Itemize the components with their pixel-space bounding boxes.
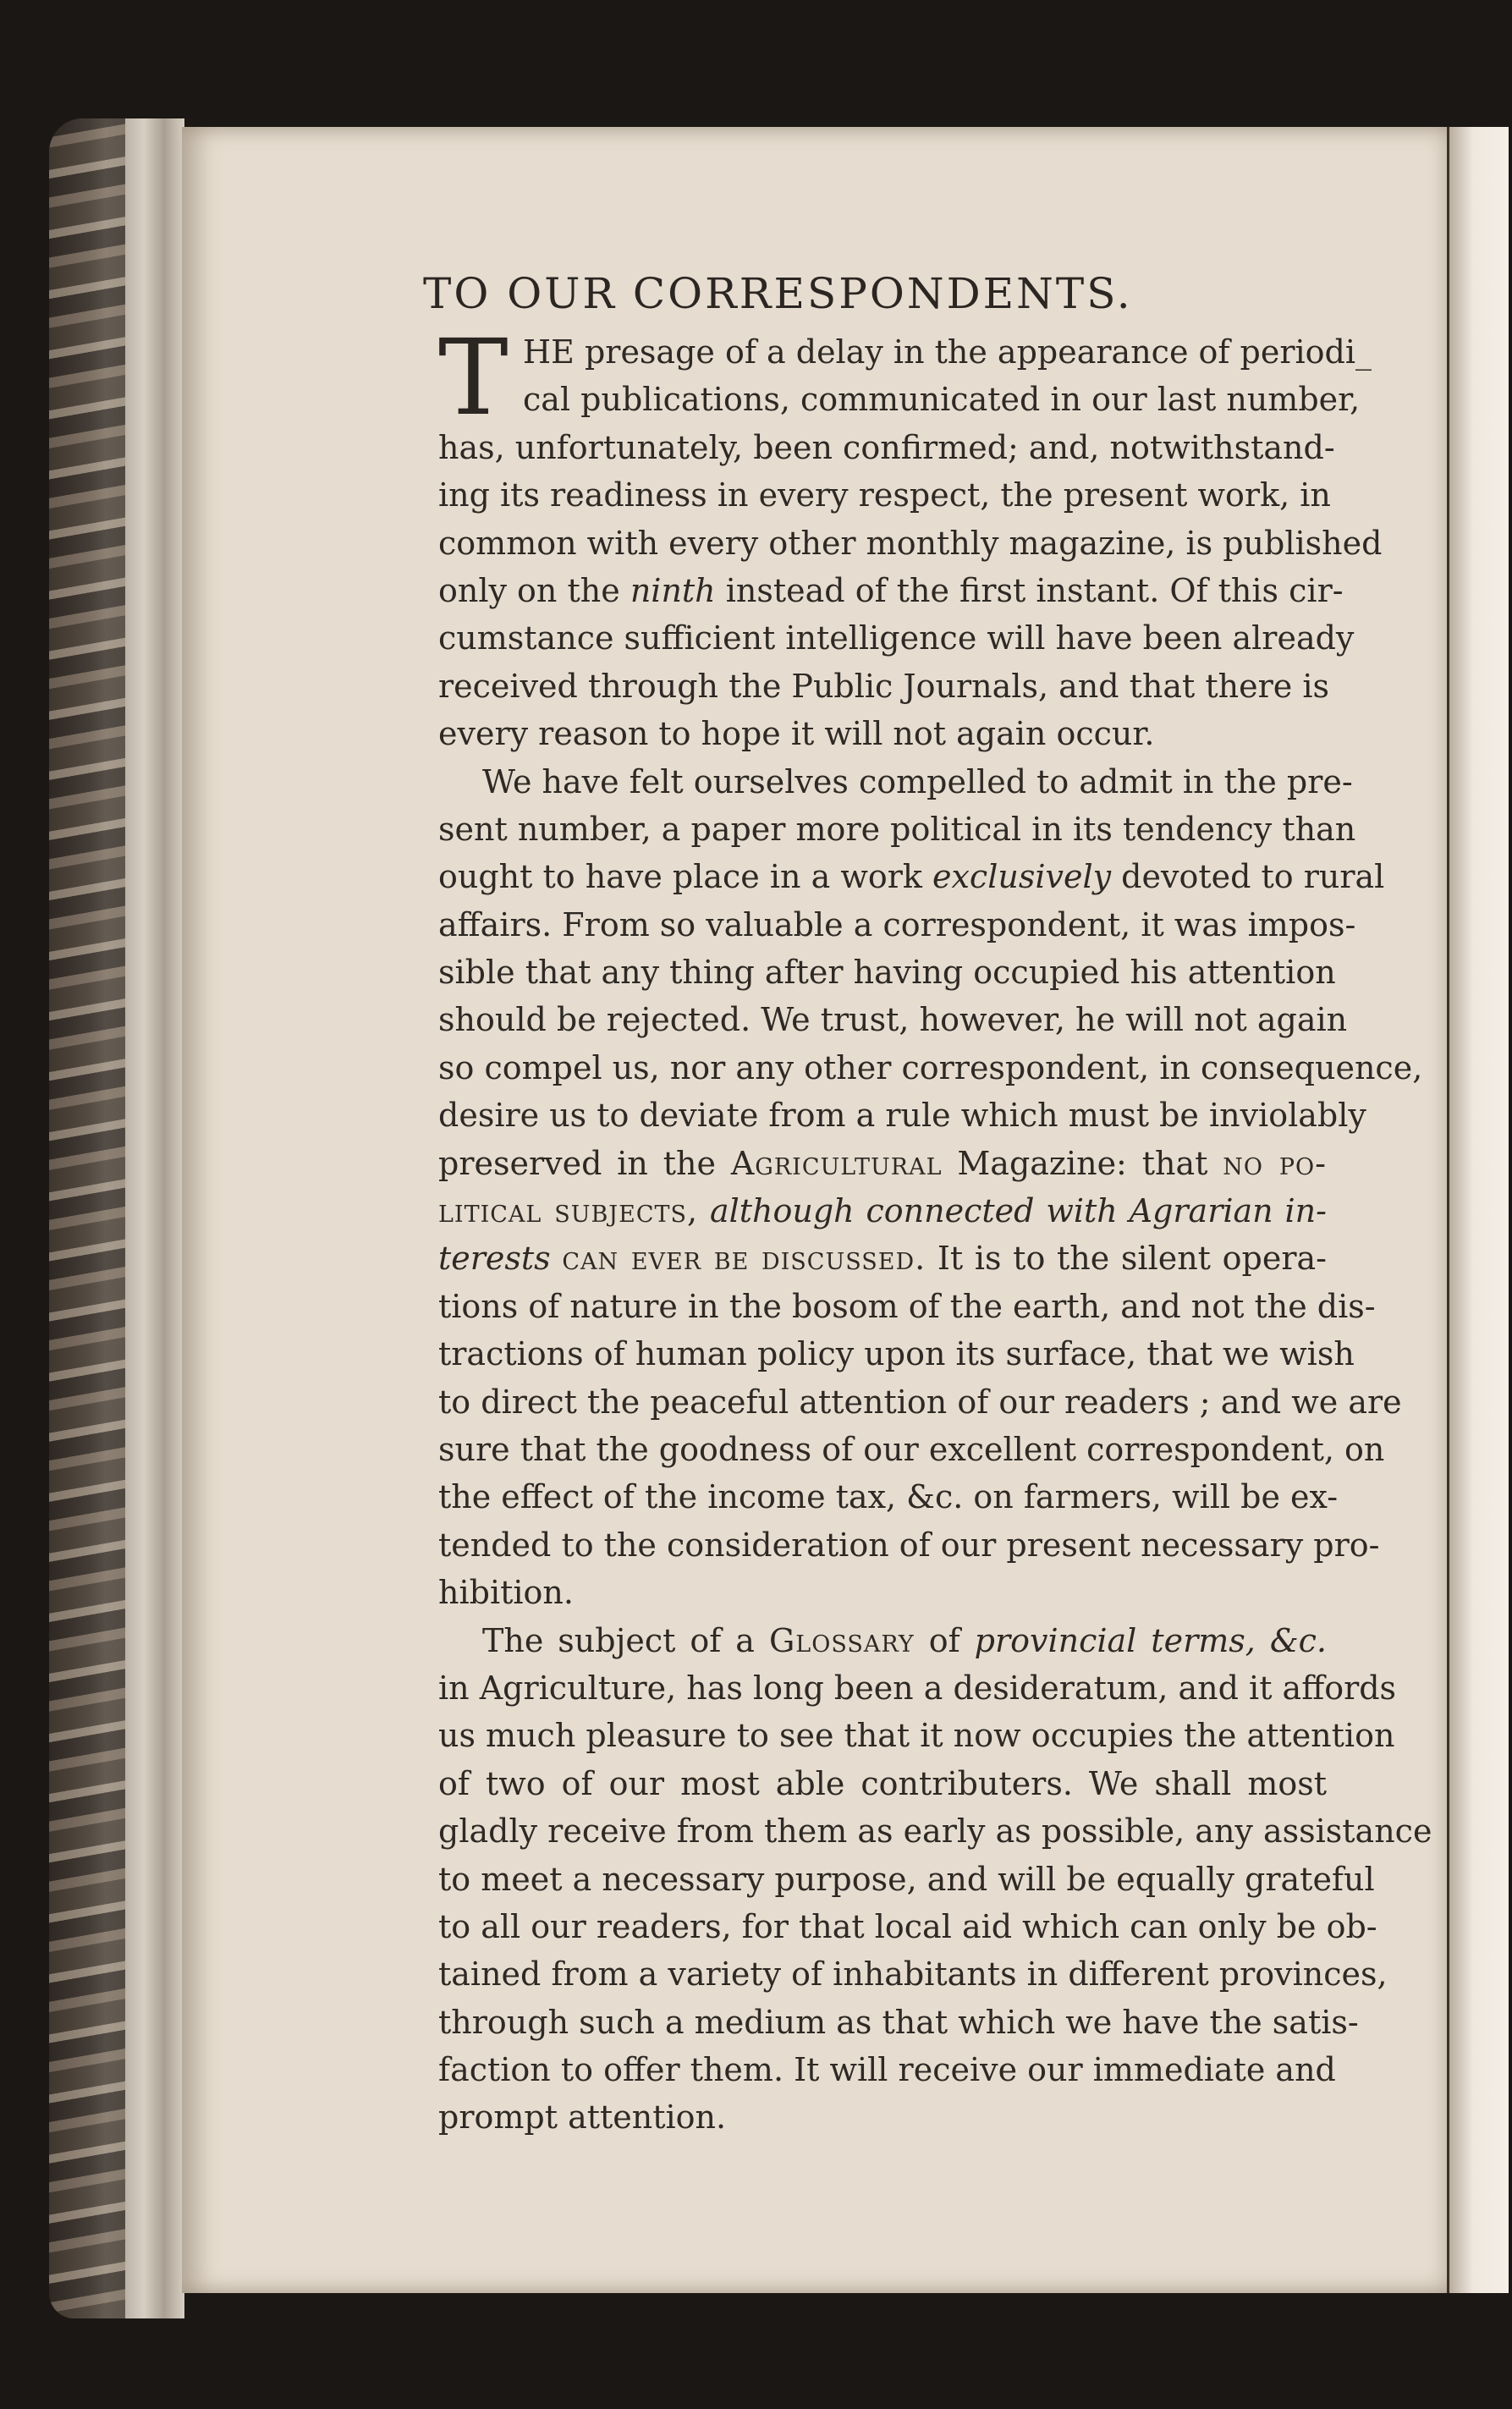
text-line: prompt attention.: [438, 2098, 727, 2137]
text-line: tained from a variety of inhabitants in different provinces,: [438, 1955, 1388, 1994]
text-line: The subject of a Glossary of provincial terms, &c.: [482, 1621, 1327, 1659]
text-line: ought to have place in a work exclusively devoted to rural: [438, 858, 1385, 896]
text-line: gladly receive from them as early as possible, any assistance: [438, 1812, 1432, 1851]
text-line: desire us to deviate from a rule which must be inviolably: [438, 1097, 1366, 1135]
text-line: the effect of the income tax, &c. on farmers, will be ex-: [438, 1478, 1339, 1516]
text-line: common with every other monthly magazine, is published: [438, 524, 1383, 562]
text-line: tractions of human policy upon its surface, that we wish: [438, 1335, 1355, 1373]
text-line: to meet a necessary purpose, and will be equally grateful: [438, 1860, 1375, 1898]
text-line: sure that the goodness of our excellent correspondent, on: [438, 1430, 1385, 1468]
text-line: hibition.: [438, 1574, 574, 1612]
marbled-cover: [49, 118, 125, 2318]
text-line: in Agriculture, has long been a desideratum, and it affords: [438, 1669, 1397, 1707]
text-line: sent number, a paper more political in its tendency than: [438, 810, 1356, 848]
emphasis: exclusively: [932, 858, 1112, 896]
emphasis: ninth: [630, 571, 716, 609]
drop-cap: T: [438, 317, 509, 439]
emphasis: provincial terms, &c.: [974, 1621, 1327, 1659]
emphasis: although connected with Agrarian in-: [709, 1192, 1327, 1230]
text-line: HE presage of a delay in the appearance of periodi_: [523, 333, 1372, 371]
text-line: through such a medium as that which we have the satis-: [438, 2003, 1359, 2041]
text-line: litical subjects, although connected with Agrarian in-: [438, 1192, 1327, 1230]
text-line: tions of nature in the bosom of the earth, and not the dis-: [438, 1287, 1376, 1325]
text-line: cal publications, communicated in our last number,: [523, 381, 1361, 419]
text-line: preserved in the Agricultural Magazine: that no po-: [438, 1144, 1328, 1182]
text-line: of two of our most able contributers. We shall most: [438, 1764, 1327, 1802]
text-line: faction to offer them. It will receive our immediate and: [438, 2051, 1336, 2089]
body-text: [438, 317, 1432, 2142]
text-line: to direct the peaceful attention of our readers ; and we are: [438, 1383, 1402, 1421]
text-line: to all our readers, for that local aid which can only be ob-: [438, 1907, 1377, 1945]
text-line: received through the Public Journals, and that there is: [438, 667, 1330, 705]
text-line: us much pleasure to see that it now occupies the attention: [438, 1717, 1395, 1755]
page-title: TO OUR CORRESPONDENTS.: [423, 269, 1133, 318]
text-line: sible that any thing after having occupied his attention: [438, 954, 1336, 992]
text-line: ing its readiness in every respect, the present work, in: [438, 476, 1331, 514]
text-line: cumstance sufficient intelligence will have been already: [438, 619, 1355, 657]
text-line: terests can ever be discussed. It is to the silent opera-: [438, 1240, 1327, 1278]
text-line: has, unfortunately, been confirmed; and, notwithstand-: [438, 428, 1335, 466]
text-line: We have felt ourselves compelled to admit in the pre-: [482, 762, 1353, 800]
text-line: every reason to hope it will not again occur.: [438, 715, 1155, 753]
text-line: should be rejected. We trust, however, he will not again: [438, 1001, 1348, 1039]
text-line: affairs. From so valuable a correspondent, it was impos-: [438, 905, 1356, 943]
text-line: so compel us, nor any other correspondent, in consequence,: [438, 1048, 1423, 1086]
text-line: only on the ninth instead of the first instant. Of this cir-: [438, 571, 1344, 609]
text-line: tended to the consideration of our present necessary pro-: [438, 1526, 1380, 1564]
facing-page-edge: [1449, 127, 1509, 2293]
